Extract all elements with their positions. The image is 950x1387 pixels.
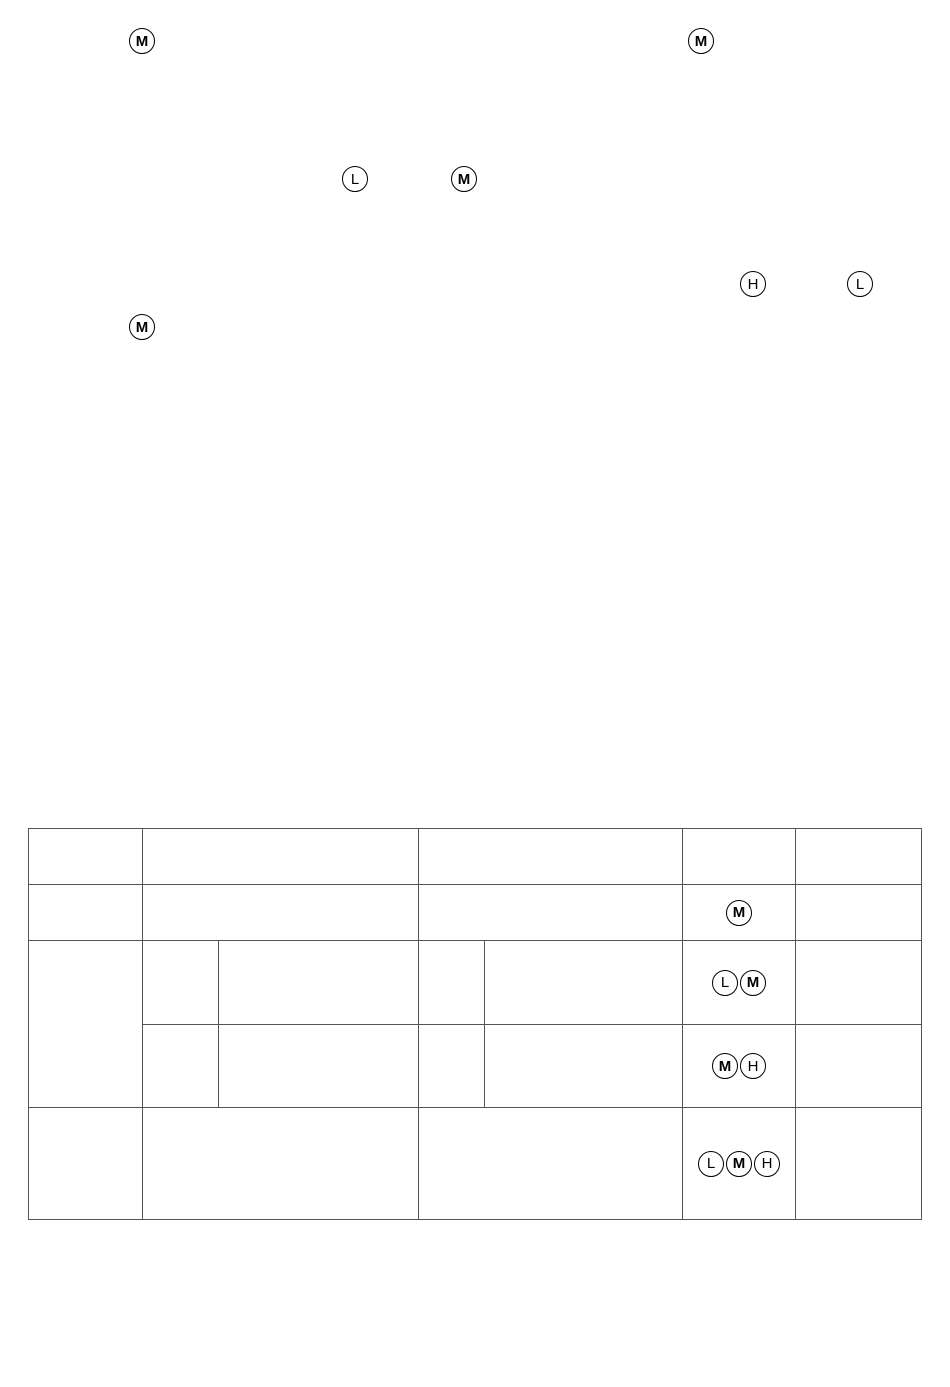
table-cell [419,1025,485,1108]
table-row [29,1108,922,1220]
setting-symbols [725,900,753,926]
table-cell [419,885,683,941]
table-cell [796,885,922,941]
setting-cell [683,1108,796,1220]
table-cell [219,941,419,1025]
table-cell [29,941,143,1108]
medium-setting-icon: M [726,900,752,926]
header-cell [419,829,683,885]
medium-setting-icon: M [712,1053,738,1079]
medium-setting-icon: M [740,970,766,996]
table-cell [29,1108,143,1220]
table-cell [143,941,219,1025]
table-cell [419,941,485,1025]
header-cell [796,829,922,885]
header-cell [29,829,143,885]
medium-setting-icon: M [688,28,714,54]
table-cell [796,1025,922,1108]
settings-table [28,828,922,1220]
header-cell [143,829,419,885]
table-cell [143,1025,219,1108]
table-cell [796,941,922,1025]
table-header-row [29,829,922,885]
table-cell [143,1108,419,1220]
setting-symbols [711,970,767,996]
table-cell [29,885,143,941]
table-row [29,941,922,1025]
medium-setting-icon: M [129,28,155,54]
high-setting-icon: H [740,271,766,297]
medium-setting-icon: M [129,314,155,340]
medium-setting-icon: M [726,1151,752,1177]
setting-cell [683,885,796,941]
low-setting-icon: L [698,1151,724,1177]
table-cell [143,885,419,941]
setting-symbols [711,1053,767,1079]
low-setting-icon: L [847,271,873,297]
table-cell [485,941,683,1025]
table-cell [485,1025,683,1108]
setting-cell [683,1025,796,1108]
table-row [29,885,922,941]
table-row [29,1025,922,1108]
table-cell [219,1025,419,1108]
header-cell [683,829,796,885]
table-cell [419,1108,683,1220]
low-setting-icon: L [342,166,368,192]
high-setting-icon: H [754,1151,780,1177]
high-setting-icon: H [740,1053,766,1079]
table-cell [796,1108,922,1220]
setting-cell [683,941,796,1025]
low-setting-icon: L [712,970,738,996]
medium-setting-icon: M [451,166,477,192]
setting-symbols [697,1151,781,1177]
